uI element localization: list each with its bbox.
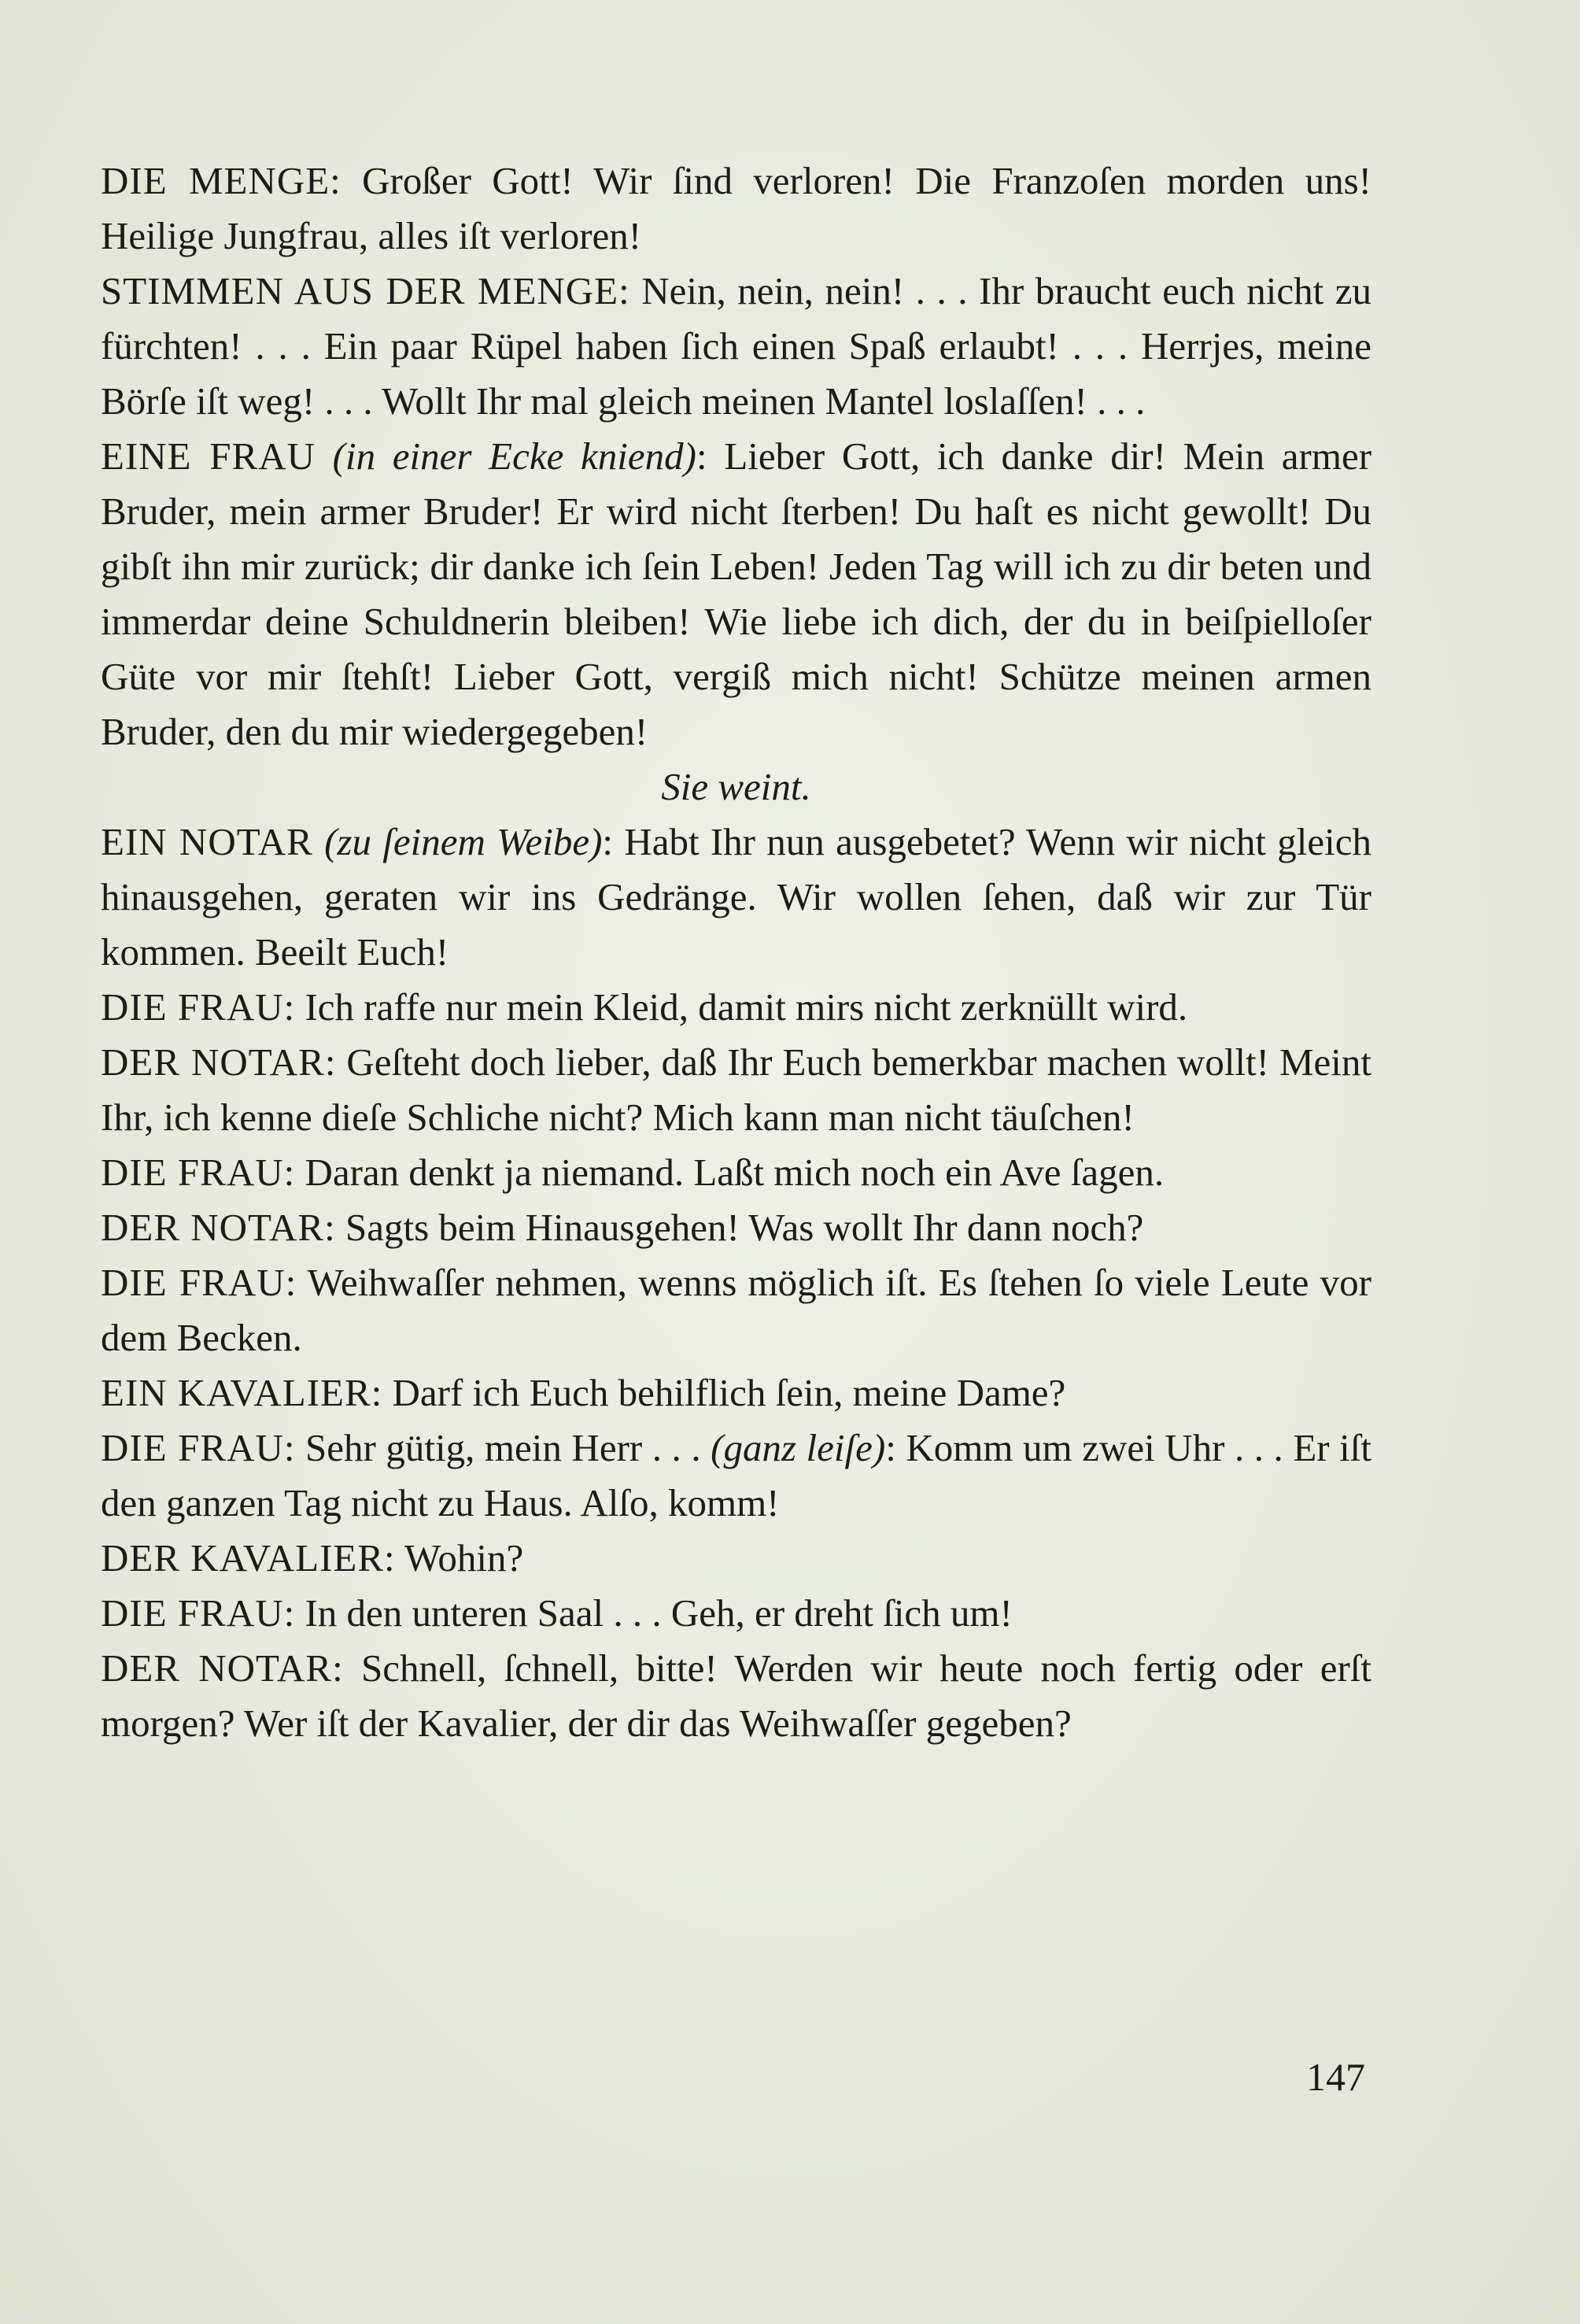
- speech-block: [101, 980, 1371, 1035]
- speech-text: Geſteht doch lieber, daß Ihr Euch bemerkbar machen wollt! Meint Ihr, ich kenne dieſe Schliche nicht? Mich kann man nicht täuſchen!: [101, 1040, 1371, 1139]
- speech-text: Ich raffe nur mein Kleid, damit mirs nicht zerknüllt wird.: [295, 985, 1188, 1029]
- speech-text: Großer Gott! Wir ſind verloren! Die Franzoſen morden uns! Heilige Jungfrau, alles iſt verloren!: [101, 159, 1372, 257]
- speech-text: Lieber Gott, ich danke dir! Mein armer Bruder, mein armer Bruder! Er wird nicht ſterben! Du haſt es nicht gewollt! Du gibſt ihn mir zurück; dir danke ich ſein Leben! Jeden Tag will ich zu dir beten und immerdar deine Schuldnerin bleiben! Wie liebe ich dich, der du in beiſpielloſer Güte vor mir ſtehſt! Lieber Gott, vergiß mich nicht! Schütze meinen armen Bruder, den du mir wiedergegeben!: [101, 434, 1372, 753]
- speaker-name: EIN KAVALIER:: [101, 1371, 383, 1414]
- speech-block: [101, 1200, 1371, 1255]
- speaker-name: DER NOTAR:: [101, 1040, 337, 1084]
- speech-block: [101, 429, 1371, 759]
- page-number: 147: [1306, 2055, 1365, 2099]
- stage-direction-line: Sie weint.: [661, 765, 811, 808]
- colon: :: [885, 1426, 896, 1469]
- speaker-name: EIN NOTAR: [101, 820, 313, 863]
- speech-block: [101, 1365, 1371, 1421]
- colon: :: [696, 434, 707, 478]
- speech-block: [101, 1145, 1371, 1200]
- speaker-name: DER NOTAR:: [101, 1646, 344, 1690]
- speaker-name: STIMMEN AUS DER MENGE:: [101, 269, 630, 312]
- speech-text: Nein, nein, nein! . . . Ihr braucht euch nicht zu fürchten! . . . Ein paar Rüpel haben ſich einen Spaß erlaubt! . . . Herrjes, meine Börſe iſt weg! . . . Wollt Ihr mal gleich meinen Mantel loslaſſen! . . .: [101, 269, 1371, 423]
- speech-block: [101, 1421, 1371, 1531]
- speaker-name: EINE FRAU: [101, 434, 316, 478]
- speech-block: [101, 1531, 1371, 1586]
- speech-text: Wohin?: [395, 1536, 524, 1580]
- speaker-name: DIE FRAU:: [101, 1426, 296, 1469]
- speech-block: [101, 1641, 1371, 1751]
- speech-text: Weihwaſſer nehmen, wenns möglich iſt. Es ſtehen ſo viele Leute vor dem Becken.: [101, 1261, 1371, 1359]
- colon: :: [602, 820, 614, 863]
- speaker-name: DIE MENGE:: [101, 159, 341, 202]
- speech-text: Darf ich Euch behilflich ſein, meine Dame?: [382, 1371, 1066, 1414]
- speech-block: [101, 1586, 1371, 1641]
- speech-text-continued: Komm um zwei Uhr . . . Er iſt den ganzen Tag nicht zu Haus. Alſo, komm!: [101, 1426, 1371, 1524]
- speech-block: [101, 815, 1371, 980]
- speech-text: Sagts beim Hinausgehen! Was wollt Ihr dann noch?: [335, 1206, 1144, 1249]
- page-text: [101, 153, 1371, 1751]
- speaker-name: DIE FRAU:: [101, 1261, 297, 1304]
- speech-text: Sehr gütig, mein Herr . . .: [295, 1426, 701, 1469]
- stage-direction: (ganz leiſe): [700, 1426, 886, 1469]
- speech-block: [101, 153, 1371, 264]
- speaker-name: DER NOTAR:: [101, 1206, 336, 1249]
- speaker-name: DIE FRAU:: [101, 1591, 296, 1635]
- speech-block: [101, 264, 1371, 429]
- speech-text: In den unteren Saal . . . Geh, er dreht ſich um!: [295, 1591, 1013, 1635]
- speech-text: Habt Ihr nun ausgebetet? Wenn wir nicht gleich hinausgehen, geraten wir ins Gedränge. Wir wollen ſehen, daß wir zur Tür kommen. Beeilt Euch!: [101, 820, 1371, 974]
- stage-direction: (in einer Ecke kniend): [315, 434, 696, 478]
- speaker-name: DIE FRAU:: [101, 1151, 296, 1194]
- speech-block: [101, 1255, 1371, 1365]
- speech-text: Schnell, ſchnell, bitte! Werden wir heute noch fertig oder erſt morgen? Wer iſt der Kavalier, der dir das Weihwaſſer gegeben?: [101, 1646, 1371, 1745]
- speaker-name: DER KAVALIER:: [101, 1536, 396, 1580]
- speech-text: Daran denkt ja niemand. Laßt mich noch ein Ave ſagen.: [295, 1151, 1165, 1194]
- stage-direction: (zu ſeinem Weibe): [312, 820, 603, 863]
- speaker-name: DIE FRAU:: [101, 985, 296, 1029]
- speech-block: [101, 1035, 1371, 1145]
